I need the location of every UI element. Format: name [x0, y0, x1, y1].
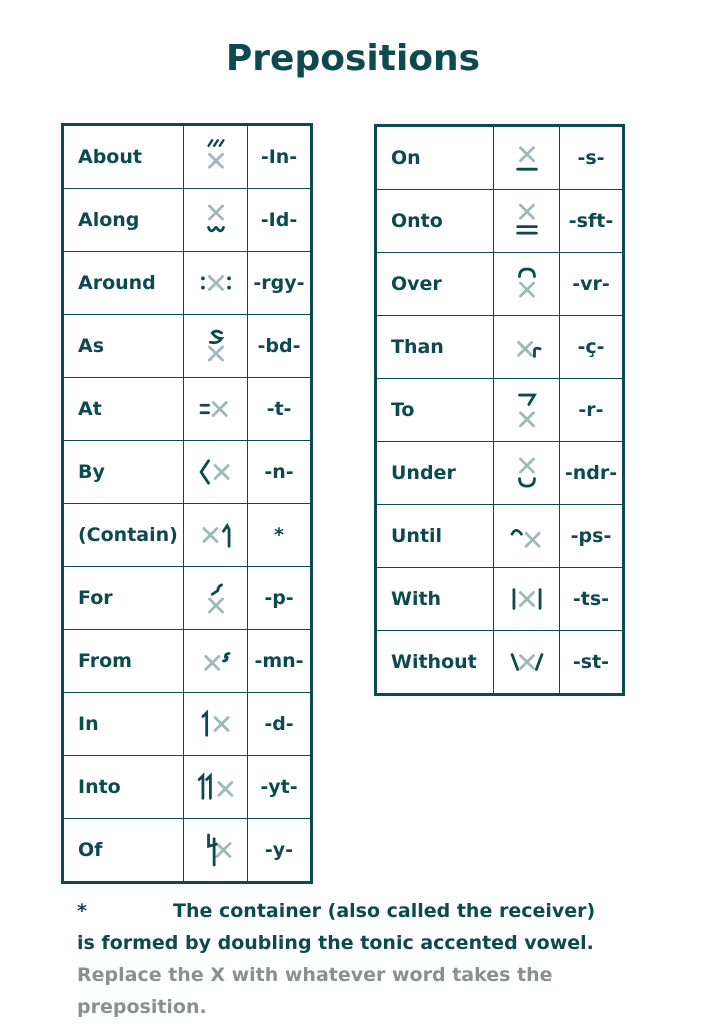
preposition-word: About — [63, 125, 184, 189]
preposition-code: -mn- — [248, 630, 312, 693]
table-row — [63, 378, 312, 441]
prepositions-table-left — [61, 123, 313, 884]
table-row — [63, 315, 312, 378]
by-icon — [186, 444, 246, 500]
table-row — [376, 631, 624, 695]
table-row — [376, 568, 624, 631]
preposition-code: -bd- — [248, 315, 312, 378]
preposition-code: -vr- — [560, 253, 624, 316]
until-icon — [497, 508, 557, 564]
preposition-word: Under — [376, 442, 494, 505]
preposition-word: In — [63, 693, 184, 756]
for-icon — [186, 570, 246, 626]
as-icon — [186, 318, 246, 374]
about-icon — [186, 129, 246, 185]
with-icon — [497, 571, 557, 627]
preposition-word: With — [376, 568, 494, 631]
than-icon — [497, 319, 557, 375]
preposition-word: (Contain) — [63, 504, 184, 567]
over-icon — [497, 256, 557, 312]
preposition-code: -d- — [248, 693, 312, 756]
table-row — [376, 253, 624, 316]
of-icon — [186, 822, 246, 878]
preposition-word: Without — [376, 631, 494, 695]
footnote-star: * — [77, 900, 87, 922]
preposition-word: For — [63, 567, 184, 630]
table-row — [63, 567, 312, 630]
footnote-line-3: Replace the X with whatever word takes the preposition. — [77, 964, 553, 1018]
onto-icon — [497, 193, 557, 249]
preposition-code: -s- — [560, 126, 624, 190]
preposition-word: On — [376, 126, 494, 190]
preposition-word: By — [63, 441, 184, 504]
preposition-code: -rgy- — [248, 252, 312, 315]
table-row — [63, 252, 312, 315]
preposition-word: Than — [376, 316, 494, 379]
preposition-code: -ndr- — [560, 442, 624, 505]
preposition-word: Over — [376, 253, 494, 316]
footnote-line-1: The container (also called the receiver) — [173, 900, 596, 922]
preposition-word: Into — [63, 756, 184, 819]
prepositions-table-right — [374, 124, 625, 696]
footnote-line-2: is formed by doubling the tonic accented vowel. — [77, 932, 594, 954]
preposition-code: -Id- — [248, 189, 312, 252]
preposition-code: -p- — [248, 567, 312, 630]
table-row — [376, 442, 624, 505]
preposition-code: -t- — [248, 378, 312, 441]
to-icon — [497, 382, 557, 438]
preposition-word: Along — [63, 189, 184, 252]
table-row — [63, 819, 312, 883]
page-title: Prepositions — [225, 38, 481, 79]
preposition-word: To — [376, 379, 494, 442]
preposition-word: Onto — [376, 190, 494, 253]
preposition-code: -y- — [248, 819, 312, 883]
from-icon — [186, 633, 246, 689]
table-row — [63, 756, 312, 819]
table-row — [63, 125, 312, 189]
contain-icon — [186, 507, 246, 563]
preposition-word: From — [63, 630, 184, 693]
preposition-code: -n- — [248, 441, 312, 504]
preposition-code: -ts- — [560, 568, 624, 631]
preposition-word: At — [63, 378, 184, 441]
preposition-code: -In- — [248, 125, 312, 189]
preposition-word: As — [63, 315, 184, 378]
table-row — [376, 505, 624, 568]
preposition-code: -ç- — [560, 316, 624, 379]
table-row — [376, 126, 624, 190]
on-icon — [497, 130, 557, 186]
table-row — [63, 693, 312, 756]
table-row — [63, 630, 312, 693]
without-icon — [497, 634, 557, 690]
preposition-word: Around — [63, 252, 184, 315]
at-icon — [186, 381, 246, 437]
preposition-code: -sft- — [560, 190, 624, 253]
preposition-word: Of — [63, 819, 184, 883]
footnote — [77, 895, 617, 1023]
preposition-code: -yt- — [248, 756, 312, 819]
preposition-code: -st- — [560, 631, 624, 695]
under-icon — [497, 445, 557, 501]
preposition-code: * — [248, 504, 312, 567]
preposition-code: -r- — [560, 379, 624, 442]
in-icon — [186, 696, 246, 752]
table-row — [376, 190, 624, 253]
table-row — [376, 379, 624, 442]
table-row — [63, 504, 312, 567]
into-icon — [186, 759, 246, 815]
around-icon — [186, 255, 246, 311]
table-row — [63, 189, 312, 252]
preposition-word: Until — [376, 505, 494, 568]
table-row — [376, 316, 624, 379]
preposition-code: -ps- — [560, 505, 624, 568]
along-icon — [186, 192, 246, 248]
table-row — [63, 441, 312, 504]
